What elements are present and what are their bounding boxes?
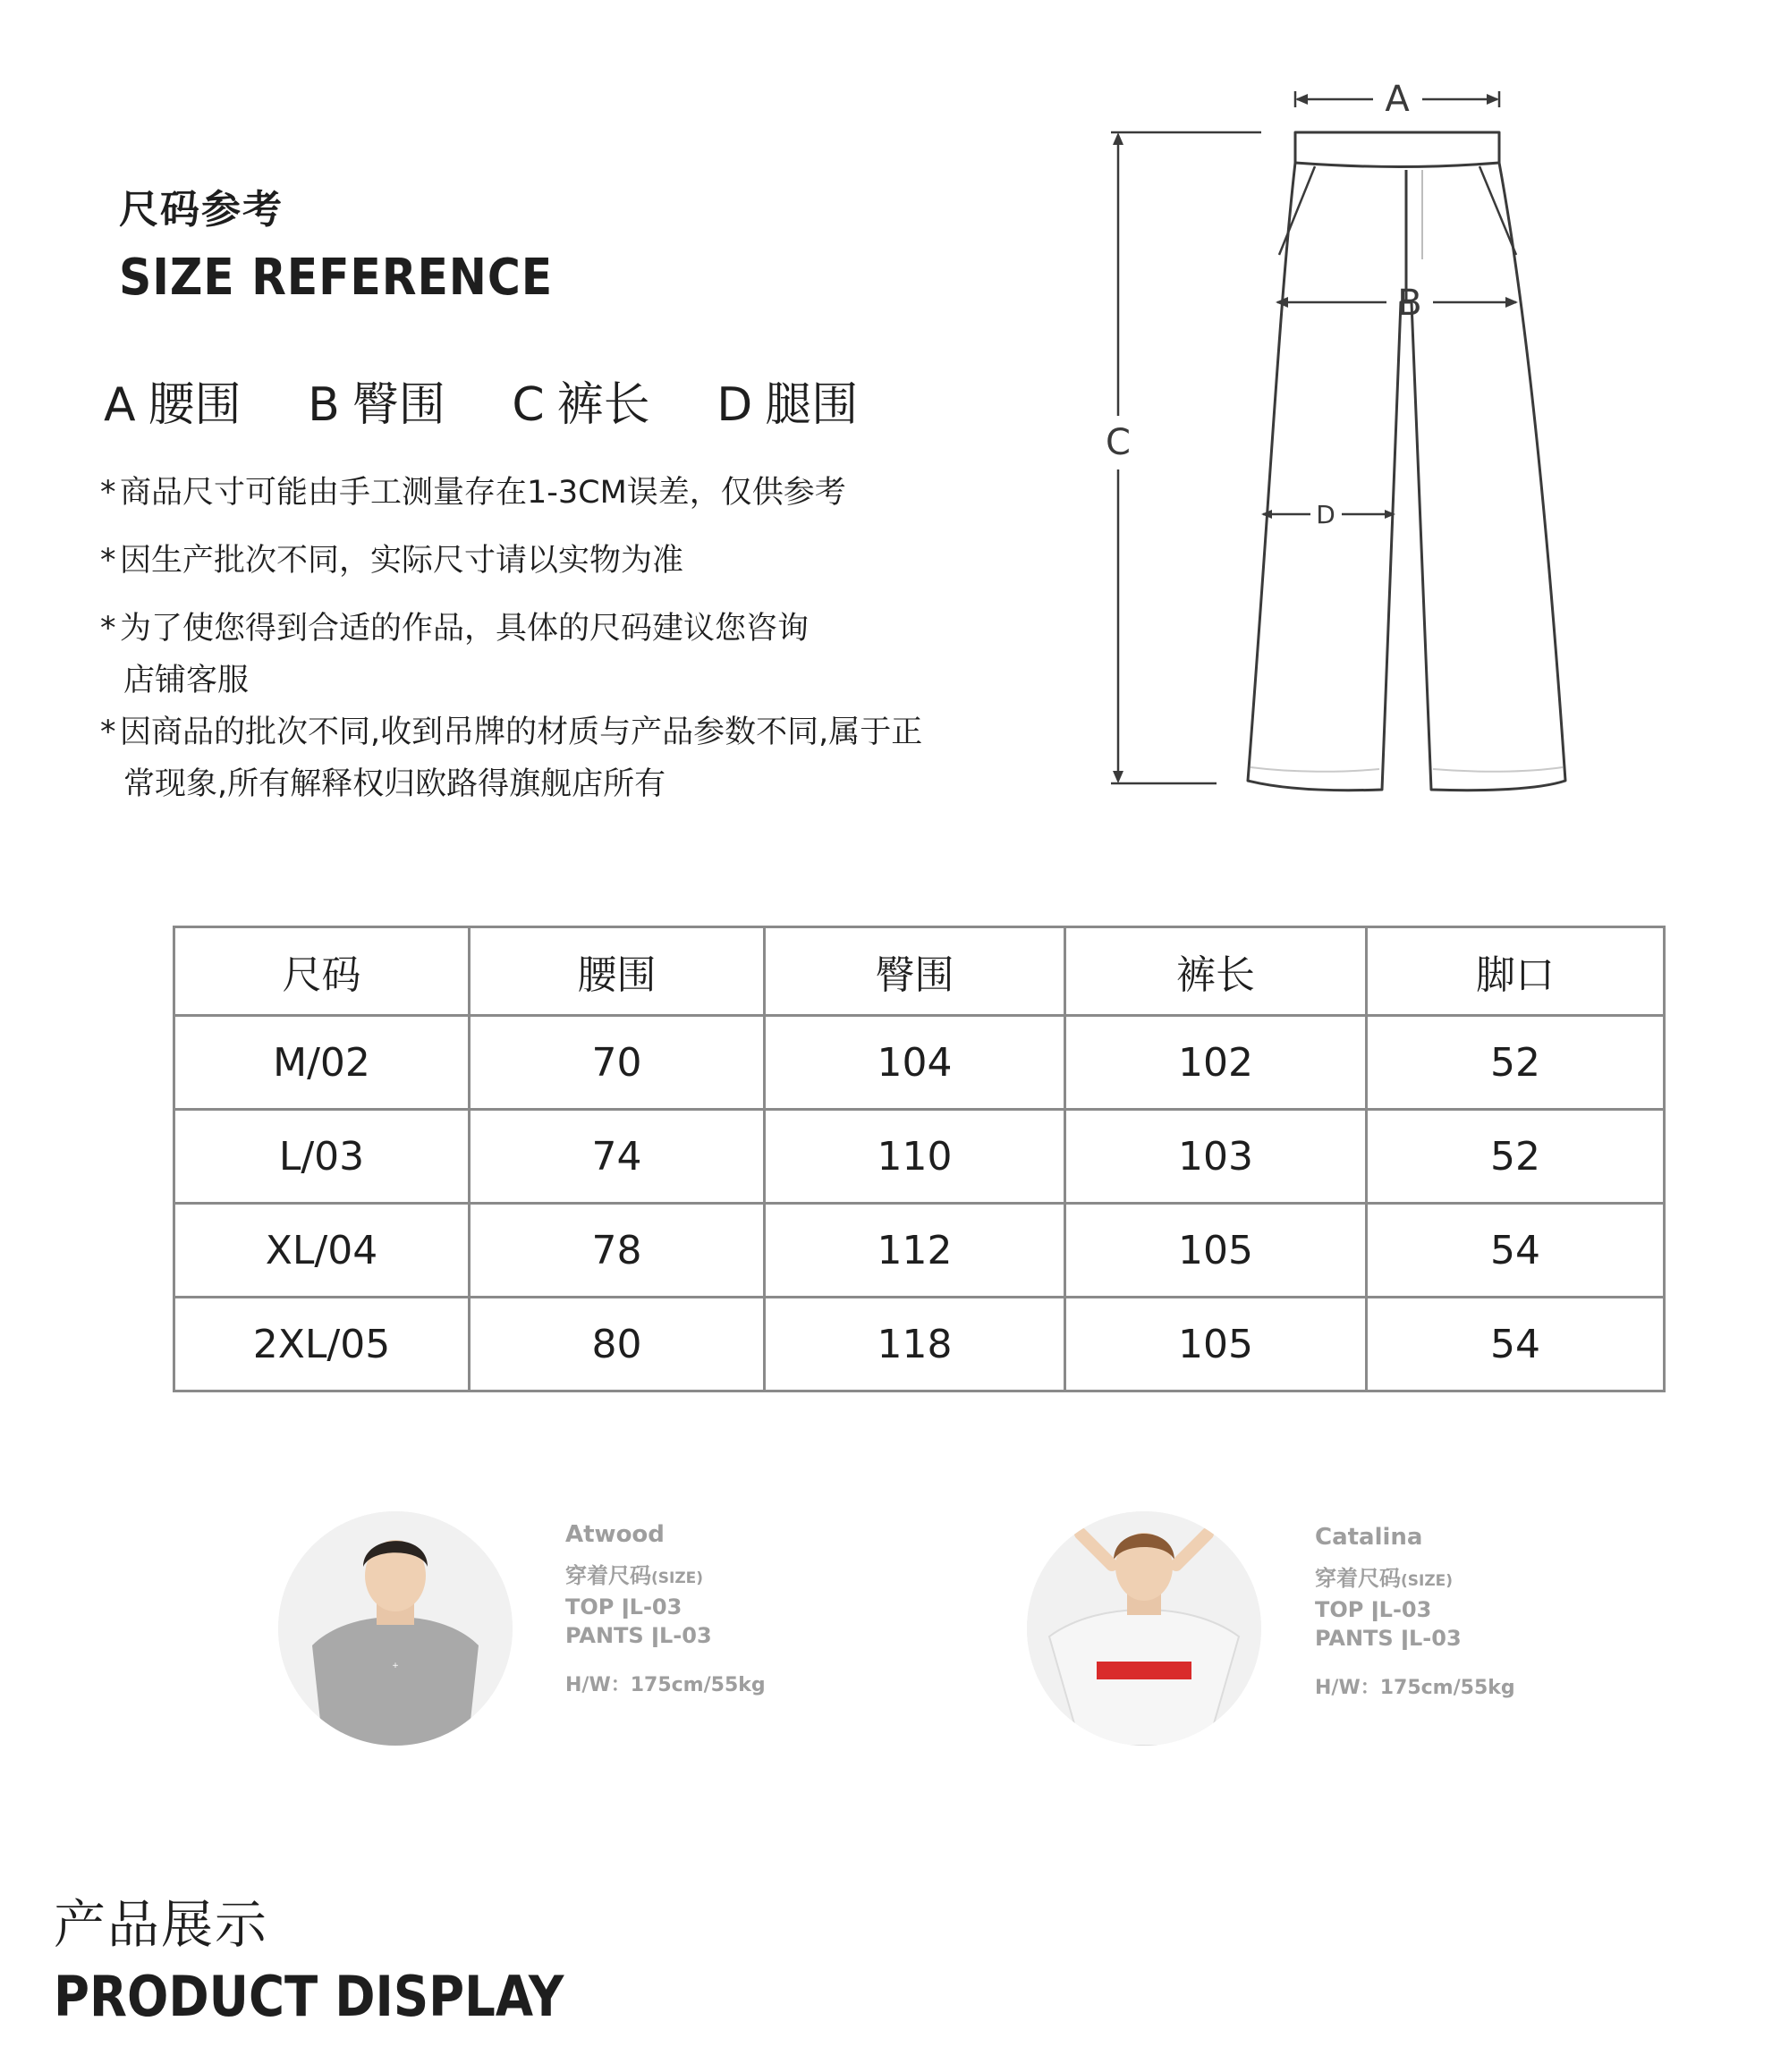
diagram-label-c: C <box>1106 422 1131 463</box>
table-cell: 74 <box>470 1110 765 1204</box>
product-display-title-cn: 产品展示 <box>54 1894 269 1955</box>
table-cell: 105 <box>1065 1204 1367 1298</box>
model-size-label: 穿着尺码(SIZE) <box>1315 1566 1454 1591</box>
model-photo-catalina <box>1027 1511 1261 1746</box>
table-cell: 110 <box>765 1110 1065 1204</box>
table-cell: 54 <box>1367 1204 1665 1298</box>
table-header-waist: 腰围 <box>470 927 765 1016</box>
table-header-hem: 脚口 <box>1367 927 1665 1016</box>
note-tag-material: * 因商品的批次不同,收到吊牌的材质与产品参数不同,属于正 常现象,所有解释权归欧路得旗舰店所有 <box>100 715 923 802</box>
legend-item-length: C 裤长 <box>512 378 650 432</box>
note-consult-service: * 为了使您得到合适的作品，具体的尺码建议您咨询 店铺客服 <box>100 611 810 698</box>
table-cell: XL/04 <box>174 1204 470 1298</box>
diagram-label-d: D <box>1316 500 1335 529</box>
diagram-label-a: A <box>1385 79 1410 120</box>
table-cell: L/03 <box>174 1110 470 1204</box>
pants-left-pocket-icon <box>1279 166 1315 255</box>
product-display-title-en: PRODUCT DISPLAY <box>54 1964 564 2029</box>
note-measurement-error: * 商品尺寸可能由手工测量存在1-3CM误差，仅供参考 <box>100 475 846 511</box>
model-photo-atwood <box>278 1511 513 1746</box>
table-cell: 118 <box>765 1298 1065 1391</box>
model-pants-size: PANTS ǀL-03 <box>1315 1626 1462 1651</box>
model-pants-size: PANTS ǀL-03 <box>565 1623 712 1648</box>
table-header-row <box>174 927 1665 1016</box>
model-name: Catalina <box>1315 1524 1423 1551</box>
legend-item-thigh: D 腿围 <box>716 378 859 432</box>
legend-item-waist: A 腰围 <box>104 378 242 432</box>
model-shirt-icon <box>312 1617 479 1746</box>
table-cell: 80 <box>470 1298 765 1391</box>
model-height-weight: H/W：175cm/55kg <box>1315 1677 1515 1699</box>
table-cell: 105 <box>1065 1298 1367 1391</box>
size-reference-title-en: SIZE REFERENCE <box>119 249 554 307</box>
table-cell: 112 <box>765 1204 1065 1298</box>
pants-right-pocket-icon <box>1480 166 1516 255</box>
table-cell: 52 <box>1367 1110 1665 1204</box>
model-size-label: 穿着尺码(SIZE) <box>565 1563 704 1588</box>
table-row <box>174 1016 1665 1110</box>
model-info-catalina <box>1315 1523 1515 1703</box>
model-top-size: TOP ǀL-03 <box>565 1594 683 1620</box>
size-reference-title-cn: 尺码参考 <box>119 187 284 233</box>
table-cell: 102 <box>1065 1016 1367 1110</box>
table-row <box>174 1204 1665 1298</box>
pants-hem-left-icon <box>1251 767 1379 772</box>
table-cell: 70 <box>470 1016 765 1110</box>
table-cell: 104 <box>765 1016 1065 1110</box>
model-height-weight: H/W：175cm/55kg <box>565 1674 766 1696</box>
table-cell: M/02 <box>174 1016 470 1110</box>
pants-hem-right-icon <box>1433 767 1563 772</box>
table-header-size: 尺码 <box>174 927 470 1016</box>
pants-measurement-diagram <box>1056 72 1700 858</box>
legend-item-hip: B 臀围 <box>308 378 445 432</box>
note-batch-difference: * 因生产批次不同，实际尺寸请以实物为准 <box>100 543 684 579</box>
table-cell: 103 <box>1065 1110 1367 1204</box>
table-row <box>174 1110 1665 1204</box>
table-cell: 54 <box>1367 1298 1665 1391</box>
measurement-legend <box>104 367 910 434</box>
table-row <box>174 1298 1665 1391</box>
diagram-label-b: B <box>1397 283 1422 324</box>
model-top-size: TOP ǀL-03 <box>1315 1597 1432 1622</box>
table-header-length: 裤长 <box>1065 927 1367 1016</box>
svg-text:+: + <box>392 1662 399 1670</box>
size-table <box>173 926 1666 1392</box>
model-info-atwood <box>565 1520 766 1700</box>
pants-waistband-icon <box>1295 163 1499 167</box>
table-cell: 52 <box>1367 1016 1665 1110</box>
table-cell: 2XL/05 <box>174 1298 470 1391</box>
table-cell: 78 <box>470 1204 765 1298</box>
model-name: Atwood <box>565 1521 665 1548</box>
table-header-hip: 臀围 <box>765 927 1065 1016</box>
